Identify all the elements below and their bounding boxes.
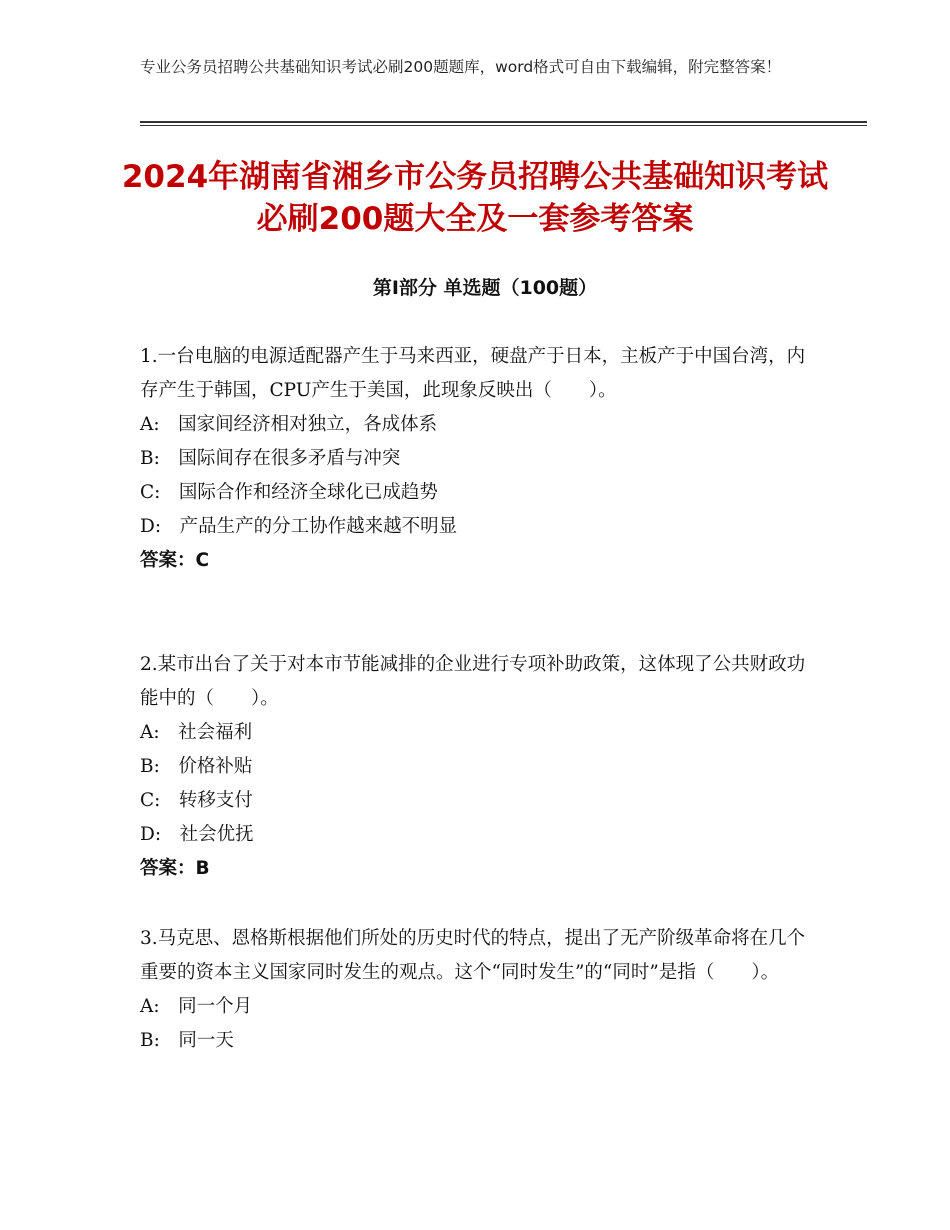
answer-label: 答案：B bbox=[140, 858, 210, 879]
question-3 bbox=[140, 922, 820, 1058]
option-c: C: 转移支付 bbox=[140, 790, 253, 811]
question-stem: 3.马克思、恩格斯根据他们所处的历史时代的特点，提出了无产阶级革命将在几个重要的资本主义国家同时发生的观点。这个“同时发生”的“同时”是指（ ）。 bbox=[140, 928, 806, 983]
option-d: D: 产品生产的分工协作越来越不明显 bbox=[140, 516, 458, 537]
question-2 bbox=[140, 648, 820, 886]
header-divider-thick bbox=[140, 121, 867, 123]
question-stem: 1.一台电脑的电源适配器产生于马来西亚，硬盘产于日本，主板产于中国台湾，内存产生于韩国，CPU产生于美国，此现象反映出（ ）。 bbox=[140, 346, 806, 401]
question-stem: 2.某市出台了关于对本市节能减排的企业进行专项补助政策，这体现了公共财政功能中的（ ）。 bbox=[140, 654, 806, 709]
header-divider-thin bbox=[140, 125, 867, 126]
option-b: B: 国际间存在很多矛盾与冲突 bbox=[140, 448, 401, 469]
option-c: C: 国际合作和经济全球化已成趋势 bbox=[140, 482, 438, 503]
question-1 bbox=[140, 340, 820, 578]
option-a: A: 社会福利 bbox=[140, 722, 253, 743]
option-d: D: 社会优抚 bbox=[140, 824, 254, 845]
option-b: B: 价格补贴 bbox=[140, 756, 253, 777]
option-a: A: 同一个月 bbox=[140, 996, 253, 1017]
document-title: 2024年湖南省湘乡市公务员招聘公共基础知识考试必刷200题大全及一套参考答案 bbox=[121, 159, 829, 237]
option-a: A: 国家间经济相对独立，各成体系 bbox=[140, 414, 438, 435]
option-b: B: 同一天 bbox=[140, 1030, 234, 1051]
answer-label: 答案：C bbox=[140, 550, 210, 571]
section-heading: 第Ⅰ部分 单选题（100题） bbox=[372, 277, 598, 299]
header-note: 专业公务员招聘公共基础知识考试必刷200题题库，word格式可自由下载编辑，附完整答案！ bbox=[140, 58, 782, 76]
